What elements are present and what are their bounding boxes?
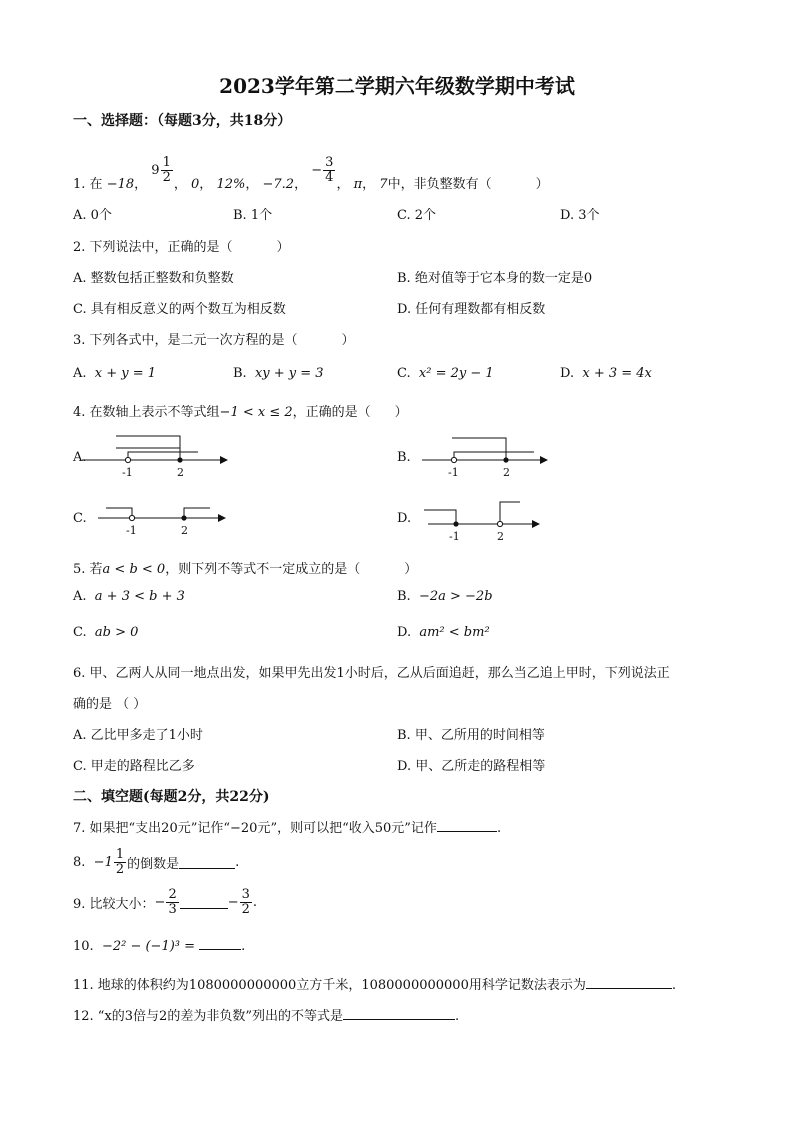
q3-option-c[interactable]: C. x² = 2y − 1 (397, 366, 494, 381)
question-1-stem: 1. 在 −18， 9 $\frac{1}{2}$ ， 0， 12%， −7.2， − $\frac{3}{4}$ ， π， 7中，非负整数有（ ） (73, 155, 549, 192)
answer-blank[interactable] (343, 1007, 455, 1020)
q4-option-a-numberline (82, 430, 232, 482)
q6-option-c[interactable]: C. 甲走的路程比乙多 (73, 759, 195, 774)
q3-option-b[interactable]: B. xy + y = 3 (233, 366, 324, 381)
q4-option-b-numberline (422, 430, 552, 482)
question-7: 7. 如果把“支出20元”记作“−20元”，则可以把“收入50元”记作 . (73, 821, 502, 836)
answer-blank[interactable] (437, 819, 497, 832)
q5-option-a[interactable]: A. a + 3 < b + 3 (73, 589, 185, 604)
q1-option-a[interactable]: A. 0个 (73, 208, 112, 223)
question-2-stem: 2. 下列说法中，正确的是（ ） (73, 240, 290, 255)
q6-option-a[interactable]: A. 乙比甲多走了1小时 (73, 728, 203, 743)
q2-option-d[interactable]: D. 任何有理数都有相反数 (397, 302, 546, 317)
q1-option-c[interactable]: C. 2个 (397, 208, 437, 223)
question-10: 10. −2² − (−1)³ = . (73, 939, 246, 954)
q1-option-b[interactable]: B. 1个 (233, 208, 273, 223)
tick-label: -1 (126, 524, 137, 537)
tick-label: 2 (503, 466, 510, 479)
negative-fraction: − $\frac{3}{4}$ (311, 155, 334, 185)
question-4-stem: 4. 在数轴上表示不等式组−1 < x ≤ 2，正确的是（ ） (73, 405, 408, 420)
q2-option-b[interactable]: B. 绝对值等于它本身的数一定是0 (397, 271, 593, 286)
q5-option-b[interactable]: B. −2a > −2b (397, 589, 493, 604)
section-heading-fill: 二、填空题(每题2分，共22分) (73, 789, 270, 805)
question-6-line2: 确的是 （ ） (73, 697, 147, 712)
page-title: 2023学年第二学期六年级数学期中考试 (219, 74, 575, 98)
q4-option-a-label[interactable]: A. (73, 450, 87, 465)
q5-option-c[interactable]: C. ab > 0 (73, 625, 139, 640)
q3-option-d[interactable]: D. x + 3 = 4x (560, 366, 652, 381)
q5-option-d[interactable]: D. am² < bm² (397, 625, 490, 640)
q1-number: 1. (73, 176, 86, 192)
q4-option-c-numberline (98, 498, 233, 542)
question-6-line1: 6. 甲、乙两人从同一地点出发，如果甲先出发1小时后，乙从后面追赶，那么当乙追上甲时，下列说法正 (73, 666, 670, 681)
q6-option-b[interactable]: B. 甲、乙所用的时间相等 (397, 728, 545, 743)
tick-label: 2 (497, 530, 504, 543)
question-11: 11. 地球的体积约为1080000000000立方千米，1080000000000用科学记数法表示为 . (73, 978, 676, 993)
section-heading-choice: 一、选择题：（每题3分，共18分） (73, 113, 292, 129)
question-3-stem: 3. 下列各式中，是二元一次方程的是（ ） (73, 333, 355, 348)
question-9: 9. 比较大小： − $\frac{2}{3}$ − $\frac{3}{2}$ . (73, 886, 258, 917)
tick-label: -1 (122, 466, 133, 479)
q4-option-b-label[interactable]: B. (397, 450, 411, 465)
q6-option-d[interactable]: D. 甲、乙所走的路程相等 (397, 759, 546, 774)
answer-blank[interactable] (586, 976, 672, 989)
question-12: 12. “x的3倍与2的差为非负数”列出的不等式是 . (73, 1009, 460, 1024)
answer-blank[interactable] (199, 937, 241, 950)
tick-label: -1 (449, 530, 460, 543)
q4-option-c-label[interactable]: C. (73, 511, 87, 526)
q2-option-a[interactable]: A. 整数包括正整数和负整数 (73, 271, 234, 286)
q4-option-d-numberline (422, 498, 547, 544)
tick-label: -1 (448, 466, 459, 479)
question-8: 8. −1 $\frac{1}{2}$ 的倒数是 . (73, 846, 240, 877)
q1-option-d[interactable]: D. 3个 (560, 208, 600, 223)
mixed-number: 9 $\frac{1}{2}$ (151, 155, 171, 185)
tick-label: 2 (181, 524, 188, 537)
answer-blank[interactable] (180, 896, 228, 909)
q2-option-c[interactable]: C. 具有相反意义的两个数互为相反数 (73, 302, 286, 317)
q4-option-d-label[interactable]: D. (397, 511, 412, 526)
question-5-stem: 5. 若a < b < 0，则下列不等式不一定成立的是（ ） (73, 562, 418, 577)
tick-label: 2 (177, 466, 184, 479)
q3-option-a[interactable]: A. x + y = 1 (73, 366, 157, 381)
answer-blank[interactable] (179, 856, 235, 869)
